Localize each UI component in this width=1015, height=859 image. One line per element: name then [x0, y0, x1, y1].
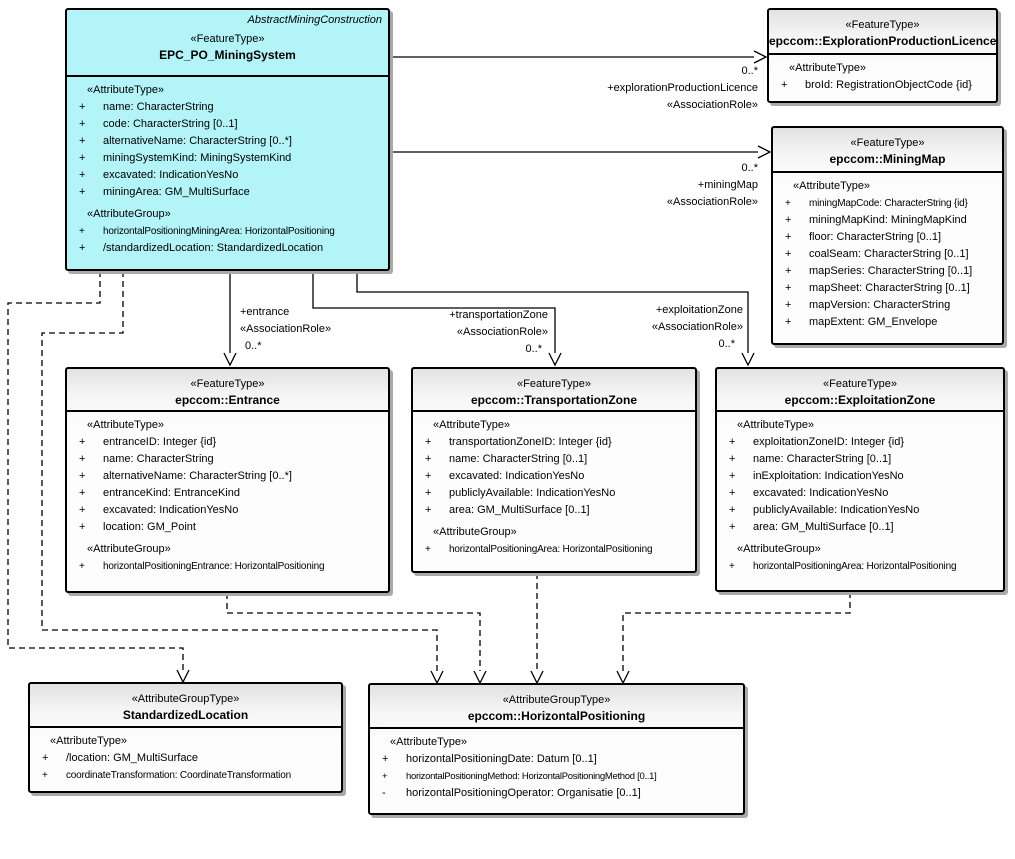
attribute-text: excavated: IndicationYesNo	[753, 487, 889, 499]
open-arrowhead	[754, 51, 766, 63]
class-exploration-production-licence[interactable]	[767, 8, 998, 103]
visibility: +	[79, 118, 86, 130]
attribute-text: coalSeam: CharacterString [0..1]	[809, 248, 969, 260]
open-arrowhead	[531, 671, 543, 683]
class-name: StandardizedLocation	[122, 708, 249, 722]
stereotype: «FeatureType»	[823, 378, 897, 390]
class-epc-po-miningsystem[interactable]	[65, 8, 390, 271]
assoc-label-entrance	[240, 304, 331, 355]
visibility: +	[79, 504, 86, 516]
section-header: «AttributeType»	[793, 180, 871, 192]
attribute-row	[67, 468, 385, 485]
attribute-row	[717, 451, 1000, 468]
attribute-row	[773, 314, 999, 331]
attribute-row	[67, 240, 385, 257]
visibility: +	[785, 299, 792, 311]
attribute-row	[370, 768, 740, 785]
class-name: epccom::MiningMap	[829, 152, 946, 166]
assoc-stereotype: «AssociationRole»	[240, 323, 332, 335]
attribute-row	[773, 212, 999, 229]
visibility: +	[781, 79, 788, 91]
attribute-text: horizontalPositioningArea: HorizontalPositioning	[449, 544, 653, 555]
attribute-text: miningSystemKind: MiningSystemKind	[103, 152, 292, 164]
visibility: +	[79, 436, 86, 448]
attribute-row	[67, 184, 385, 201]
visibility: +	[729, 504, 736, 516]
stereotype: «FeatureType»	[190, 378, 265, 390]
visibility: +	[425, 470, 432, 482]
attribute-row	[773, 263, 999, 280]
class-name: epccom::Entrance	[175, 393, 280, 407]
stereotype: «FeatureType»	[190, 33, 265, 45]
attribute-row	[413, 468, 692, 485]
visibility: +	[42, 752, 49, 764]
attribute-row	[67, 133, 385, 150]
attribute-text: miningMapCode: CharacterString {id}	[809, 198, 968, 209]
section-header: «AttributeType»	[87, 419, 165, 431]
attribute-text: /location: GM_MultiSurface	[66, 752, 199, 764]
attribute-row	[717, 519, 1000, 536]
multiplicity: 0..*	[245, 340, 262, 352]
attribute-text: horizontalPositioningMiningArea: HorizontalPositioning	[103, 226, 335, 237]
section-header: «AttributeType»	[737, 419, 815, 431]
attribute-row	[769, 77, 993, 94]
visibility: +	[785, 198, 791, 209]
attribute-row	[773, 246, 999, 263]
visibility: +	[79, 226, 85, 237]
open-arrowhead	[177, 670, 189, 682]
attribute-text: miningMapKind: MiningMapKind	[809, 214, 967, 226]
assoc-label-transportation-zone	[348, 307, 548, 358]
visibility: +	[79, 169, 86, 181]
visibility: +	[79, 186, 86, 198]
visibility: +	[785, 248, 792, 260]
stereotype: «AttributeGroupType»	[502, 694, 611, 706]
attribute-row	[370, 785, 740, 802]
attribute-text: entranceKind: EntranceKind	[103, 487, 240, 499]
assoc-label-exploration-production-licence	[430, 63, 758, 114]
visibility: +	[729, 453, 736, 465]
role-name: +transportationZone	[449, 309, 548, 321]
attribute-row	[30, 750, 338, 767]
attribute-row	[67, 150, 385, 167]
attribute-text: mapSheet: CharacterString [0..1]	[809, 282, 970, 294]
attribute-row	[67, 167, 385, 184]
attribute-text: publiclyAvailable: IndicationYesNo	[753, 504, 920, 516]
attribute-row	[67, 116, 385, 133]
attribute-text: mapSeries: CharacterString [0..1]	[809, 265, 973, 277]
attribute-row	[67, 502, 385, 519]
visibility: +	[79, 561, 85, 572]
attribute-text: name: CharacterString [0..1]	[753, 453, 892, 465]
assoc-stereotype: «AssociationRole»	[666, 99, 758, 111]
attribute-text: alternativeName: CharacterString [0..*]	[103, 470, 292, 482]
attribute-text: horizontalPositioningDate: Datum [0..1]	[406, 753, 597, 765]
attribute-text: exploitationZoneID: Integer {id}	[753, 436, 905, 448]
visibility: +	[79, 487, 86, 499]
attribute-text: transportationZoneID: Integer {id}	[449, 436, 612, 448]
attribute-text: mapVersion: CharacterString	[809, 299, 951, 311]
assoc-stereotype: «AssociationRole»	[651, 321, 743, 333]
visibility: +	[425, 453, 432, 465]
stereotype: «AttributeGroupType»	[131, 693, 240, 705]
role-name: +exploitationZone	[655, 304, 743, 316]
attribute-row	[413, 451, 692, 468]
visibility: +	[729, 436, 736, 448]
attribute-text: name: CharacterString [0..1]	[449, 453, 588, 465]
section-header: «AttributeGroup»	[87, 543, 171, 555]
role-name: +miningMap	[697, 179, 758, 191]
attribute-text: publiclyAvailable: IndicationYesNo	[449, 487, 616, 499]
visibility: +	[42, 770, 48, 781]
attribute-text: excavated: IndicationYesNo	[449, 470, 585, 482]
connector-entrance-horizontal-positioning[interactable]	[227, 593, 480, 671]
attribute-row	[67, 485, 385, 502]
attribute-row	[67, 558, 385, 575]
role-name: +entrance	[240, 306, 290, 318]
attribute-text: mapExtent: GM_Envelope	[809, 316, 938, 328]
attribute-row	[773, 280, 999, 297]
section-header: «AttributeType»	[433, 419, 511, 431]
visibility: +	[79, 101, 86, 113]
attribute-text: alternativeName: CharacterString [0..*]	[103, 135, 292, 147]
attribute-text: coordinateTransformation: CoordinateTransformation	[66, 770, 291, 781]
attribute-text: /standardizedLocation: StandardizedLocation	[103, 242, 324, 254]
visibility: +	[729, 561, 735, 572]
attribute-row	[413, 485, 692, 502]
role-name: +explorationProductionLicence	[607, 82, 758, 94]
attribute-row	[67, 519, 385, 536]
attribute-row	[413, 541, 692, 558]
visibility: +	[79, 135, 86, 147]
class-horizontal-positioning[interactable]	[368, 683, 745, 815]
assoc-label-exploitation-zone	[543, 302, 743, 353]
visibility: +	[425, 487, 432, 499]
attribute-text: location: GM_Point	[103, 521, 196, 533]
attribute-row	[67, 434, 385, 451]
multiplicity: 0..*	[741, 162, 758, 174]
visibility: +	[382, 771, 388, 782]
visibility: +	[79, 470, 86, 482]
class-transportation-zone[interactable]	[411, 367, 697, 573]
visibility: +	[79, 453, 86, 465]
attribute-row	[67, 451, 385, 468]
class-mining-map[interactable]	[771, 126, 1004, 345]
attribute-text: floor: CharacterString [0..1]	[809, 231, 942, 243]
attribute-row	[67, 223, 385, 240]
attribute-text: name: CharacterString	[103, 453, 214, 465]
visibility: +	[79, 152, 86, 164]
attribute-row	[773, 297, 999, 314]
assoc-stereotype: «AssociationRole»	[456, 326, 548, 338]
attribute-row	[773, 229, 999, 246]
class-name: EPC_PO_MiningSystem	[159, 48, 296, 62]
attribute-row	[370, 751, 740, 768]
attribute-row	[30, 767, 338, 784]
visibility: +	[785, 265, 792, 277]
visibility: +	[79, 521, 86, 533]
visibility: +	[382, 753, 389, 765]
visibility: +	[729, 521, 736, 533]
attribute-text: code: CharacterString [0..1]	[103, 118, 238, 130]
section-header: «AttributeType»	[390, 736, 468, 748]
multiplicity: 0..*	[741, 65, 758, 77]
stereotype: «FeatureType»	[517, 378, 591, 390]
visibility: +	[425, 544, 431, 555]
attribute-row	[413, 502, 692, 519]
section-header: «AttributeType»	[789, 62, 867, 74]
section-header: «AttributeGroup»	[737, 543, 821, 555]
multiplicity: 0..*	[718, 338, 735, 350]
visibility: +	[785, 231, 792, 243]
visibility: +	[425, 504, 432, 516]
attribute-row	[413, 434, 692, 451]
attribute-row	[717, 502, 1000, 519]
attribute-row	[773, 195, 999, 212]
attribute-text: horizontalPositioningMethod: HorizontalPositioningMethod [0..1]	[406, 771, 657, 782]
assoc-stereotype: «AssociationRole»	[666, 196, 758, 208]
attribute-text: inExploitation: IndicationYesNo	[753, 470, 904, 482]
attribute-text: horizontalPositioningArea: HorizontalPositioning	[753, 561, 957, 572]
section-header: «AttributeType»	[50, 735, 128, 747]
class-exploitation-zone[interactable]	[715, 367, 1005, 592]
visibility: -	[382, 787, 386, 799]
section-header: «AttributeGroup»	[87, 208, 171, 220]
attribute-text: name: CharacterString	[103, 101, 214, 113]
attribute-text: horizontalPositioningEntrance: HorizontalPositioning	[103, 561, 325, 572]
attribute-text: horizontalPositioningOperator: Organisatie [0..1]	[406, 787, 641, 799]
connector-exploitation-zone-horizontal-positioning[interactable]	[623, 592, 850, 671]
stereotype: «FeatureType»	[850, 137, 925, 149]
visibility: +	[785, 282, 792, 294]
visibility: +	[785, 214, 792, 226]
visibility: +	[79, 242, 86, 254]
open-arrowhead	[617, 671, 629, 683]
open-arrowhead	[474, 671, 486, 683]
section-header: «AttributeGroup»	[433, 526, 517, 538]
attribute-text: area: GM_MultiSurface [0..1]	[449, 504, 590, 516]
class-entrance[interactable]	[65, 367, 390, 593]
open-arrowhead	[742, 353, 754, 365]
attribute-row	[717, 485, 1000, 502]
visibility: +	[729, 470, 736, 482]
class-name: epccom::ExplorationProductionLicence	[769, 34, 997, 48]
attribute-text: entranceID: Integer {id}	[103, 436, 217, 448]
attribute-text: miningArea: GM_MultiSurface	[103, 186, 250, 198]
attribute-text: area: GM_MultiSurface [0..1]	[753, 521, 894, 533]
stereotype: «FeatureType»	[845, 19, 920, 31]
attribute-row	[717, 434, 1000, 451]
attribute-text: broId: RegistrationObjectCode {id}	[805, 79, 972, 91]
visibility: +	[729, 487, 736, 499]
section-header: «AttributeType»	[87, 84, 165, 96]
visibility: +	[425, 436, 432, 448]
open-arrowhead	[224, 353, 236, 365]
attribute-text: excavated: IndicationYesNo	[103, 169, 239, 181]
class-standardized-location[interactable]	[28, 682, 343, 793]
open-arrowhead	[549, 353, 561, 365]
multiplicity: 0..*	[525, 343, 542, 355]
class-name: epccom::TransportationZone	[470, 393, 637, 407]
visibility: +	[785, 316, 792, 328]
attribute-row	[67, 99, 385, 116]
class-name: epccom::HorizontalPositioning	[467, 709, 646, 723]
open-arrowhead	[431, 671, 443, 683]
class-name: epccom::ExploitationZone	[784, 393, 936, 407]
open-arrowhead	[758, 146, 770, 158]
parent-class-label: AbstractMiningConstruction	[247, 14, 382, 26]
attribute-row	[717, 468, 1000, 485]
attribute-text: excavated: IndicationYesNo	[103, 504, 239, 516]
assoc-label-mining-map	[530, 160, 758, 211]
attribute-row	[717, 558, 1000, 575]
